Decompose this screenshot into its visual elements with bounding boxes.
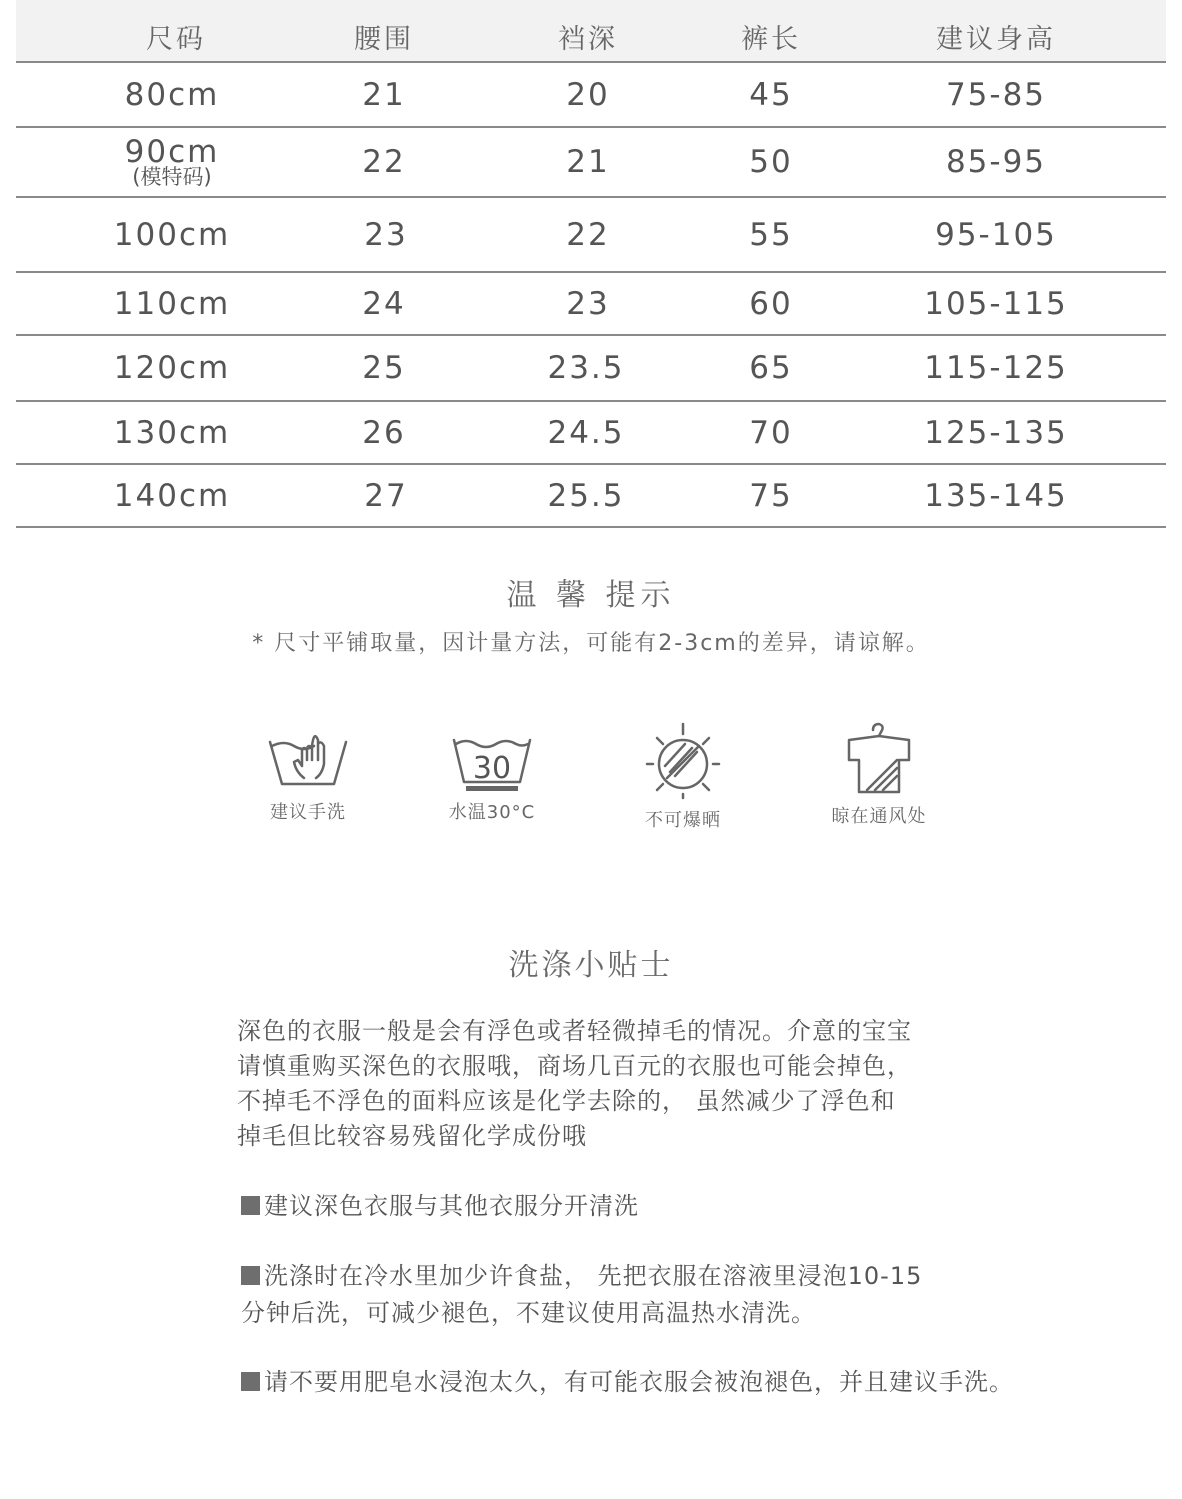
rise-cell: 23 bbox=[566, 285, 610, 322]
header-waist: 腰围 bbox=[354, 24, 414, 55]
height-cell: 125-135 bbox=[924, 414, 1068, 451]
height-cell: 115-125 bbox=[924, 350, 1068, 386]
washing-tips-title: 洗涤小贴士 bbox=[508, 948, 674, 983]
care-label: 水温30°C bbox=[448, 802, 536, 823]
table-row bbox=[16, 128, 1166, 198]
waist-cell: 27 bbox=[364, 477, 408, 514]
hang-dry-shade-icon bbox=[837, 720, 921, 796]
header-size: 尺码 bbox=[146, 24, 206, 55]
length-cell: 60 bbox=[749, 285, 793, 322]
paragraph-line: 掉毛但比较容易残留化学成份哦 bbox=[237, 1122, 587, 1150]
care-label: 建议手洗 bbox=[270, 802, 346, 823]
washing-bullet bbox=[241, 1364, 1101, 1401]
length-cell: 65 bbox=[749, 350, 793, 386]
paragraph-line: 请慎重购买深色的衣服哦，商场几百元的衣服也可能会掉色， bbox=[237, 1052, 912, 1080]
size-value: 120cm bbox=[113, 350, 231, 386]
waist-cell: 22 bbox=[362, 144, 406, 180]
size-cell bbox=[114, 402, 230, 463]
table-row bbox=[16, 273, 1166, 336]
length-cell: 75 bbox=[749, 477, 793, 514]
paragraph-line: 深色的衣服一般是会有浮色或者轻微掉毛的情况。介意的宝宝 bbox=[237, 1017, 912, 1045]
size-table bbox=[16, 0, 1166, 528]
header-rise: 裆深 bbox=[558, 24, 618, 55]
table-row bbox=[16, 402, 1166, 465]
header-height: 建议身高 bbox=[936, 24, 1056, 55]
size-value: 130cm bbox=[113, 414, 231, 451]
height-cell: 75-85 bbox=[945, 76, 1047, 113]
size-cell bbox=[114, 336, 230, 400]
table-row bbox=[16, 63, 1166, 128]
hand-wash-icon bbox=[266, 720, 350, 792]
wash-temp-number: 30 bbox=[472, 751, 512, 786]
care-wash-30 bbox=[392, 720, 592, 824]
waist-cell: 23 bbox=[364, 216, 408, 253]
size-cell bbox=[114, 273, 230, 334]
bullet-square bbox=[241, 1372, 260, 1391]
paragraph-line: 不掉毛不浮色的面料应该是化学去除的， 虽然减少了浮色和 bbox=[237, 1087, 896, 1115]
size-cell bbox=[125, 128, 220, 196]
care-label: 不可爆晒 bbox=[645, 810, 721, 831]
waist-cell: 26 bbox=[362, 414, 406, 451]
size-cell bbox=[114, 465, 230, 526]
bullet-text: 请不要用肥皂水浸泡太久，有可能衣服会被泡褪色，并且建议手洗。 bbox=[264, 1368, 1014, 1396]
rise-cell: 21 bbox=[566, 144, 610, 180]
waist-cell: 24 bbox=[362, 285, 406, 322]
length-cell: 45 bbox=[749, 76, 793, 113]
washing-bullet bbox=[241, 1188, 1101, 1225]
height-cell: 135-145 bbox=[924, 477, 1068, 514]
size-cell bbox=[114, 198, 230, 271]
bullet-square bbox=[241, 1266, 260, 1285]
measurement-note: * 尺寸平铺取量，因计量方法，可能有2-3cm的差异，请谅解。 bbox=[252, 631, 930, 656]
rise-cell: 25.5 bbox=[547, 477, 625, 514]
waist-cell: 25 bbox=[362, 350, 406, 386]
size-value: 110cm bbox=[113, 285, 231, 322]
length-cell: 70 bbox=[749, 414, 793, 451]
model-size-note: (模特码) bbox=[132, 165, 212, 189]
size-value: 90cm bbox=[124, 134, 220, 170]
bullet-text: 洗涤时在冷水里加少许食盐， 先把衣服在溶液里浸泡10-15 bbox=[264, 1262, 923, 1290]
care-no-sun bbox=[583, 720, 783, 832]
table-row bbox=[16, 465, 1166, 528]
care-hand-wash bbox=[208, 720, 408, 824]
header-length: 裤长 bbox=[741, 24, 801, 55]
tips-title: 温 馨 提示 bbox=[506, 578, 676, 613]
care-label: 晾在通风处 bbox=[831, 806, 927, 827]
wash-30-icon bbox=[450, 720, 534, 792]
table-row bbox=[16, 336, 1166, 402]
no-sun-dry-icon bbox=[641, 720, 725, 800]
size-value: 140cm bbox=[113, 477, 231, 514]
size-value: 80cm bbox=[124, 76, 220, 113]
size-value: 100cm bbox=[113, 216, 231, 253]
height-cell: 95-105 bbox=[935, 216, 1057, 253]
washing-paragraph bbox=[237, 1014, 1037, 1154]
bullet-square bbox=[241, 1196, 260, 1215]
rise-cell: 23.5 bbox=[547, 350, 625, 386]
rise-cell: 22 bbox=[566, 216, 610, 253]
table-row bbox=[16, 198, 1166, 273]
rise-cell: 20 bbox=[566, 76, 610, 113]
length-cell: 55 bbox=[749, 216, 793, 253]
care-hang-shade bbox=[779, 720, 979, 828]
washing-bullet bbox=[241, 1258, 1101, 1332]
height-cell: 85-95 bbox=[945, 144, 1047, 180]
table-header-row bbox=[16, 0, 1166, 63]
height-cell: 105-115 bbox=[924, 285, 1068, 322]
rise-cell: 24.5 bbox=[547, 414, 625, 451]
bullet-text: 分钟后洗，可减少褪色，不建议使用高温热水清洗。 bbox=[241, 1299, 816, 1327]
waist-cell: 21 bbox=[362, 76, 406, 113]
bullet-text: 建议深色衣服与其他衣服分开清洗 bbox=[264, 1192, 639, 1220]
length-cell: 50 bbox=[749, 144, 793, 180]
size-cell bbox=[125, 63, 220, 126]
